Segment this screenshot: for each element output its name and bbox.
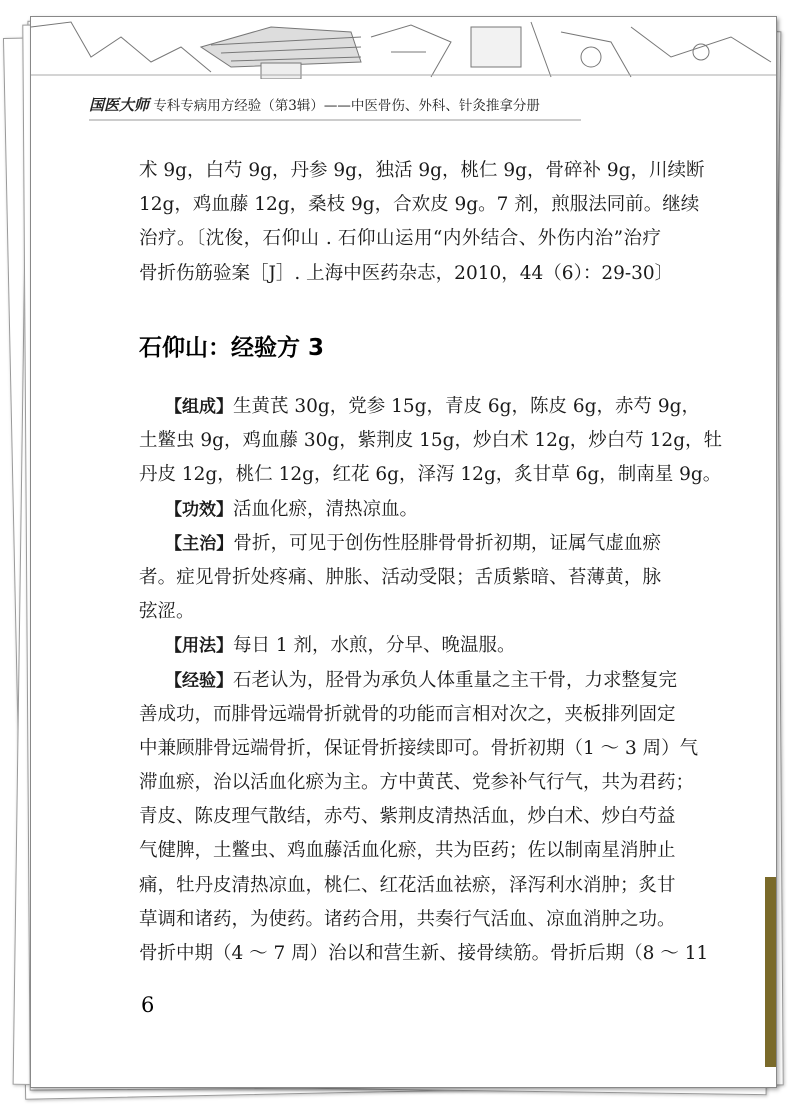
text-line: 草调和诸药，为使药。诸药合用，共奏行气活血、凉血消肿之功。 xyxy=(139,908,676,930)
text-line: 12g，鸡血藤 12g，桑枝 9g，合欢皮 9g。7 剂，煎服法同前。继续 xyxy=(139,194,700,216)
text-span: 活血化瘀，清热凉血。 xyxy=(233,498,419,520)
section-label: 【功效】 xyxy=(165,499,233,520)
text-line: 气健脾，土鳖虫、鸡血藤活血化瘀，共为臣药；佐以制南星消肿止 xyxy=(139,840,676,862)
section-label: 【主治】 xyxy=(165,533,234,554)
running-header xyxy=(89,94,581,121)
book-page xyxy=(30,16,777,1088)
text-line: 弦涩。 xyxy=(139,601,195,623)
text-line: 善成功，而腓骨远端骨折就骨的功能而言相对次之，夹板排列固定 xyxy=(139,703,676,725)
text-span: 骨折，可见于创伤性胫腓骨骨折初期，证属气虚血瘀 xyxy=(233,532,661,554)
text-span: 石老认为，胫骨为承负人体重量之主干骨，力求整复完 xyxy=(233,669,678,691)
header-illustration xyxy=(31,17,776,79)
text-line: 者。症见骨折处疼痛、肿胀、活动受限；舌质紫暗、苔薄黄，脉 xyxy=(139,566,661,588)
text-line: 痛，牡丹皮清热凉血，桃仁、红花活血祛瘀，泽泻利水消肿；炙甘 xyxy=(139,874,676,896)
text-line xyxy=(139,493,661,527)
text-line: 丹皮 12g，桃仁 12g，红花 6g，泽泻 12g，炙甘草 6g，制南星 9g。 xyxy=(139,464,722,486)
text-line: 骨折伤筋验案［J］. 上海中医药杂志，2010，44（6）：29-30〕 xyxy=(139,262,674,284)
text-line: 滞血瘀，治以活血化瘀为主。方中黄芪、党参补气行气，共为君药； xyxy=(139,772,695,794)
text-line: 青皮、陈皮理气散结，赤芍、紫荆皮清热活血，炒白术、炒白芍益 xyxy=(139,806,676,828)
text-line: 土鳖虫 9g，鸡血藤 30g，紫荆皮 15g，炒白术 12g，炒白芍 12g，牡 xyxy=(139,430,723,452)
section-label: 【经验】 xyxy=(165,670,233,691)
text-line: 骨折中期（4 ～ 7 周）治以和营生新、接骨续筋。骨折后期（8 ～ 11 xyxy=(139,943,709,964)
page-number: 6 xyxy=(141,993,155,1017)
formula-body xyxy=(139,390,723,971)
section-heading: 石仰山：经验方 3 xyxy=(139,335,325,361)
section-label: 【用法】 xyxy=(165,636,233,657)
running-header-title: 专科专病用方经验（第3辑）——中医骨伤、外科、针灸推拿分册 xyxy=(153,98,540,114)
text-line xyxy=(139,629,661,663)
text-line: 治疗。〔沈俊，石仰山 . 石仰山运用“内外结合、外伤内治”治疗 xyxy=(139,228,661,250)
continued-paragraph xyxy=(139,154,705,291)
text-span: 每日 1 剂，水煎，分早、晚温服。 xyxy=(233,635,516,657)
text-line xyxy=(139,390,701,424)
text-line: 术 9g，白芍 9g，丹参 9g，独活 9g，桃仁 9g，骨碎补 9g，川续断 xyxy=(139,160,705,181)
section-label: 【组成】 xyxy=(165,397,233,417)
text-line xyxy=(139,527,661,561)
running-header-brand: 国医大师 xyxy=(89,96,150,114)
text-span: 生黄芪 30g，党参 15g，青皮 6g，陈皮 6g，赤芍 9g， xyxy=(233,396,701,417)
text-line: 中兼顾腓骨远端骨折，保证骨折接续即可。骨折初期（1 ～ 3 周）气 xyxy=(139,737,699,759)
text-line xyxy=(139,664,678,698)
page-edge-mark xyxy=(765,877,777,1067)
